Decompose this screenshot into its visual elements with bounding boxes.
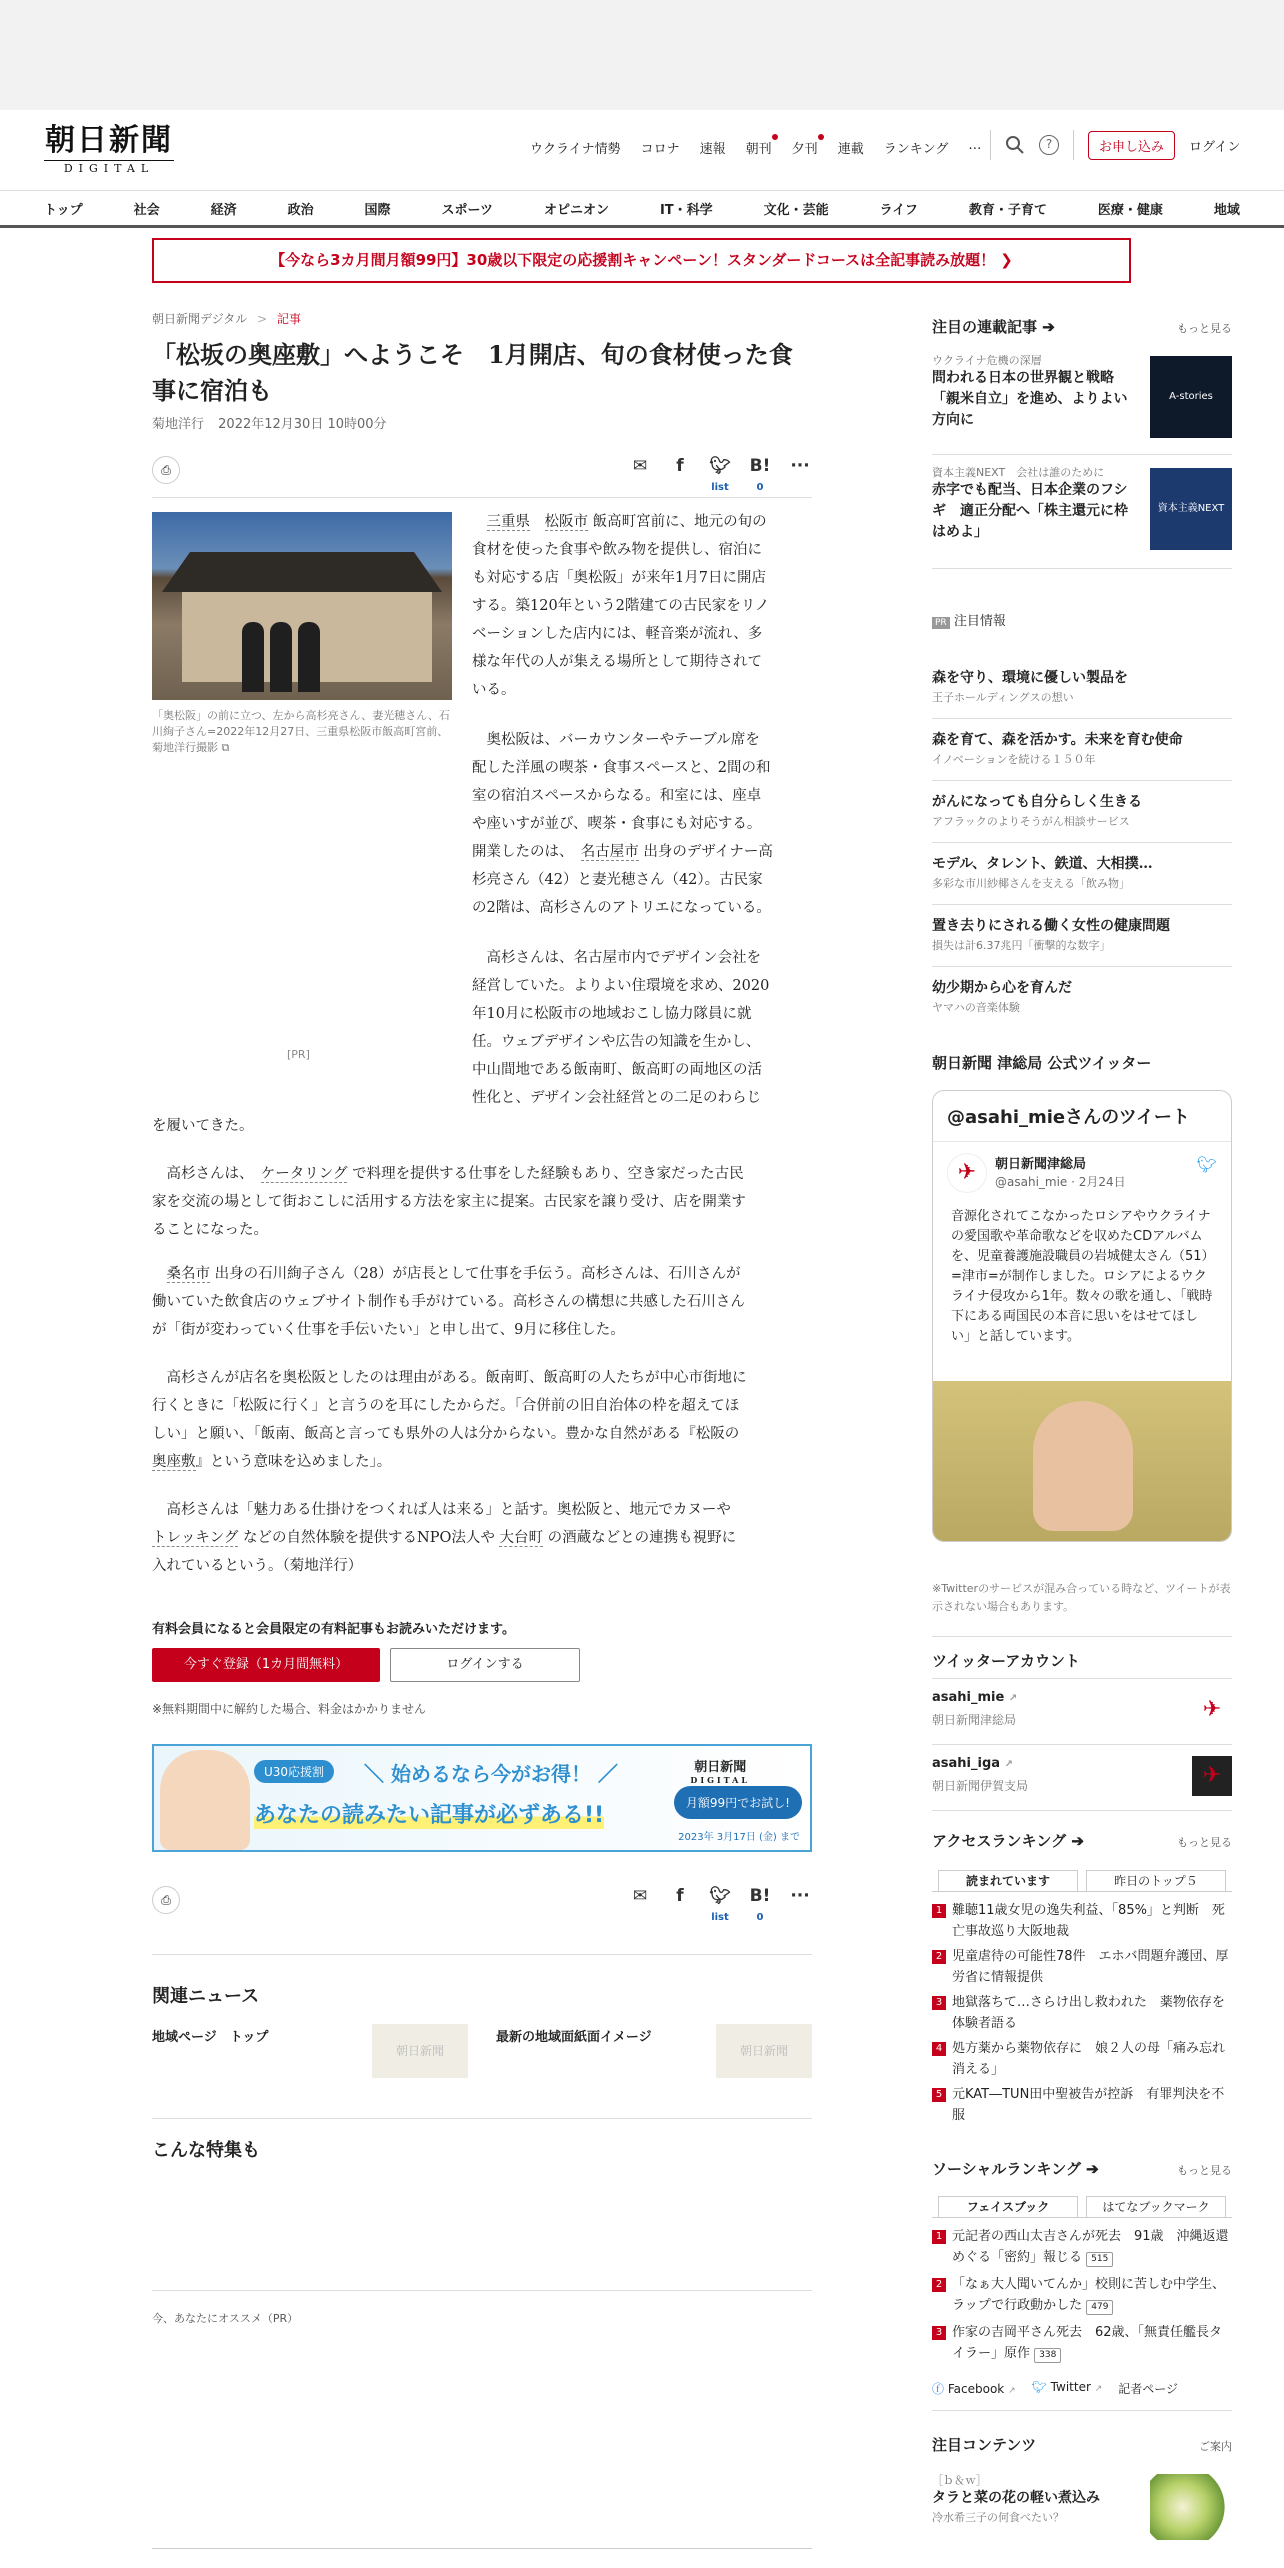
promo-deadline: 2023年 3月17日 (金) まで xyxy=(678,1832,800,1843)
keyword-matsusaka[interactable]: 松阪市 xyxy=(544,514,588,530)
related-thumb[interactable]: 朝日新聞 xyxy=(716,2024,812,2078)
account-item-iga[interactable]: asahi_iga ↗ 朝日新聞伊賀支局 xyxy=(932,1756,1029,1793)
tweet-author[interactable]: 朝日新聞津総局 xyxy=(995,1157,1087,1172)
access-ranking-title[interactable]: アクセスランキング ➔ xyxy=(932,1832,1084,1850)
divider xyxy=(152,2118,812,2119)
hatena-bookmark-icon[interactable]: B! 0 xyxy=(749,1886,771,1923)
twitter-link[interactable]: 🐦︎ Twitter ↗ xyxy=(1031,2380,1103,2394)
share-count: 0 xyxy=(756,482,764,493)
divider xyxy=(1073,130,1074,160)
breadcrumb: 朝日新聞デジタル > 記事 xyxy=(152,312,302,326)
divider xyxy=(152,2290,812,2291)
facebook-icon[interactable]: f xyxy=(676,1886,684,1906)
keyword-okuzashiki[interactable]: 奥座敷 xyxy=(152,1454,196,1470)
promo-model-image xyxy=(160,1750,250,1850)
account-avatar[interactable]: ✈ xyxy=(947,1153,987,1193)
cat-top[interactable]: トップ xyxy=(44,202,83,218)
share-toolbar-bottom xyxy=(152,1882,812,1928)
nav-morning[interactable]: 朝刊 xyxy=(746,138,772,157)
ranking-item[interactable]: 5 元KAT―TUN田中聖被告が控訴 有罪判決を不服 xyxy=(932,2084,1232,2126)
tab-facebook[interactable]: フェイスブック xyxy=(938,2196,1078,2218)
cat-opinion[interactable]: オピニオン xyxy=(543,202,609,218)
related-thumb[interactable]: 朝日新聞 xyxy=(372,2024,468,2078)
contents-guide-link[interactable]: ご案内 xyxy=(1199,2440,1232,2453)
account-avatar[interactable]: ✈ xyxy=(1202,1697,1222,1722)
promo-logo: 朝日新聞 DIGITAL xyxy=(690,1760,750,1785)
twitter-icon[interactable]: 🐦︎ list xyxy=(709,456,731,493)
related-news-title: 関連ニュース xyxy=(152,1986,260,2007)
hatena-bookmark-icon[interactable]: B! 0 xyxy=(749,456,771,493)
campaign-banner[interactable]: 【今なら3カ月間月額99円】30歳以下限定の応援割キャンペーン！スタンダードコースは全記事読み放題！ ❯ xyxy=(152,238,1131,283)
pr-badge: PR xyxy=(932,617,950,629)
more-share-icon[interactable]: ··· xyxy=(790,1886,810,1906)
keyword-odai[interactable]: 大台町 xyxy=(499,1530,543,1546)
crumb-current: 記事 xyxy=(277,312,302,326)
social-links xyxy=(932,2380,1178,2397)
facebook-icon[interactable]: f xyxy=(676,456,684,476)
keyword-catering[interactable]: ケータリング xyxy=(260,1166,348,1182)
more-share-icon[interactable]: ··· xyxy=(790,456,810,476)
accounts-title: ツイッターアカウント xyxy=(932,1652,1081,1670)
site-logo[interactable]: 朝日新聞 DIGITAL xyxy=(45,123,173,175)
search-icon[interactable] xyxy=(1005,135,1025,155)
cat-life[interactable]: ライフ xyxy=(879,202,918,218)
promo-tagline: あなたの読みたい記事が必ずある!! xyxy=(254,1798,604,1829)
social-ranking-item[interactable]: 3 作家の吉岡平さん死去 62歳、「無責任艦長タイラー」原作 338 xyxy=(932,2322,1232,2364)
cat-economy[interactable]: 経済 xyxy=(210,202,237,218)
author[interactable]: 菊地洋行 xyxy=(152,417,205,432)
serial-more-link[interactable]: もっと見る xyxy=(1177,322,1232,335)
cat-region[interactable]: 地域 xyxy=(1213,202,1240,218)
serial-item-1[interactable]: ウクライナ危機の深層 問われる日本の世界観と戦略「親米自立」を進め、よりよい方向に xyxy=(932,354,1128,428)
paragraph-5: 桑名市 出身の石川絢子さん（28）が店長として仕事を手伝う。高杉さんは、石川さんが 働いていた飲食店のウェブサイト制作も手がけている。高杉さんの構想に共感した石川さん が「街が変わっていく仕事を手伝いたい」と申し出て、9月に移住した。 xyxy=(152,1266,745,1338)
tab-most-read[interactable]: 読まれています xyxy=(938,1870,1078,1892)
tweet-photo[interactable] xyxy=(933,1381,1232,1542)
byline xyxy=(152,413,812,432)
paragraph-2: 奥松阪は、バーカウンターやテーブル席を 配した洋風の喫茶・食事スペースと、2間の和 室の宿泊スペースからなる。和室には、座卓 や座いすが並び、喫茶・食事にも対応する。 開業したのは、 名古屋市 出身のデザイナー高 杉亮さん（42）と妻光穂さん（42）。古民家 の2階は、高杉さんのアトリエになっている。 xyxy=(472,732,773,916)
paywall-note: ※無料期間中に解約した場合、料金はかかりません xyxy=(152,1702,427,1716)
keyword-nagoya[interactable]: 名古屋市 xyxy=(580,844,639,860)
nav-ranking[interactable]: ランキング xyxy=(883,142,949,157)
cat-sports[interactable]: スポーツ xyxy=(441,202,494,218)
keyword-kuwana[interactable]: 桑名市 xyxy=(166,1266,210,1282)
more-menu-icon[interactable]: … xyxy=(968,138,982,153)
cat-culture[interactable]: 文化・芸能 xyxy=(763,202,829,218)
article-photo[interactable] xyxy=(152,512,452,700)
recommended-pr-label: 今、あなたにオススメ（PR） xyxy=(152,2312,299,2325)
paragraph-4: 高杉さんは、 ケータリング で料理を提供する仕事をした経験もあり、空き家だった古民 家を交流の場として街おこしに活用する方法を家主に提案。古民家を譲り受け、店を開業す ることになった。 xyxy=(152,1166,746,1238)
nav-serial[interactable]: 連載 xyxy=(837,142,864,157)
content-thumb[interactable] xyxy=(1150,2474,1232,2540)
twitter-notice: ※Twitterのサービスが混み合っている時など、ツイートが表示されない場合もあります。 xyxy=(932,1582,1231,1613)
cat-education[interactable]: 教育・子育て xyxy=(968,202,1047,218)
special-features-title: こんな特集も xyxy=(152,2140,260,2161)
pr-item-1[interactable]: 森を守り、環境に優しい製品を 王子ホールディングスの想い xyxy=(932,670,1128,704)
category-nav xyxy=(0,190,1284,228)
paragraph-3: 高杉さんは、名古屋市内でデザイン会社を 経営していた。よりよい住環境を求め、2020 年10月に松阪市の地域おこし協力隊員に就 任。ウェブデザインや広告の知識を生かし、 中山間地である飯南町、飯高町の両地区の活 性化と、デザイン会社経営との二足のわらじ xyxy=(472,950,770,1106)
share-list-link[interactable]: list xyxy=(711,482,729,493)
external-link-icon: ↗ xyxy=(1004,1759,1013,1770)
share-toolbar xyxy=(152,452,812,498)
account-avatar[interactable]: ✈ xyxy=(1192,1756,1232,1796)
ranking-item[interactable]: 2 児童虐待の可能性78件 エホバ問題弁護団、厚労省に情報提供 xyxy=(932,1946,1232,1988)
tweet-handle[interactable]: @asahi_mie · 2月24日 xyxy=(995,1175,1126,1189)
pr-label: [PR] xyxy=(287,1048,310,1061)
external-link-icon: ↗ xyxy=(1008,1693,1018,1704)
serial-thumb-1[interactable]: A-stories xyxy=(1150,356,1232,438)
paragraph-3-end: を履いてきた。 xyxy=(152,1118,254,1134)
serial-item-2[interactable]: 資本主義NEXT 会社は誰のために 赤字でも配当、日本企業のフシギ 適正分配へ「株主還元に枠はめよ」 xyxy=(932,466,1128,540)
ranking-item[interactable]: 4 処方薬から薬物依存に 娘２人の母「痛み忘れ消える」 xyxy=(932,2038,1232,2080)
divider xyxy=(990,130,991,160)
pr-section-header: PR 注目情報 xyxy=(932,610,1006,629)
top-nav xyxy=(530,138,981,157)
serial-thumb-2[interactable]: 資本主義NEXT xyxy=(1150,468,1232,550)
mail-icon[interactable]: ✉ xyxy=(632,456,648,476)
nav-ukraine[interactable]: ウクライナ情勢 xyxy=(530,142,621,157)
crumb-home[interactable]: 朝日新聞デジタル xyxy=(152,312,248,326)
access-more-link[interactable]: もっと見る xyxy=(1177,1836,1232,1849)
writer-page-link[interactable]: 記者ページ xyxy=(1118,2382,1179,2396)
cat-politics[interactable]: 政治 xyxy=(287,202,314,218)
contents-title: 注目コンテンツ xyxy=(932,2436,1037,2454)
divider xyxy=(152,2548,812,2549)
divider xyxy=(932,454,1232,455)
cat-international[interactable]: 国際 xyxy=(364,202,391,218)
tweet-text: 音源化されてこなかったロシアやウクライナの愛国歌や革命歌などを収めたCDアルバムを、児童養護施設職員の岩城健太さん（51）=津市=が制作しました。ロシアによるウクライナ侵攻から1年。数々の歌を通し、「戦時下にある両国民の本音に思いをはせてほしい」と話しています。 xyxy=(951,1209,1215,1344)
keyword-mie[interactable]: 三重県 xyxy=(486,514,530,530)
print-icon[interactable]: ⎙ xyxy=(152,1886,180,1914)
tweet-embed-title: @asahi_mieさんのツイート xyxy=(933,1091,1231,1142)
nav-corona[interactable]: コロナ xyxy=(640,142,680,157)
promo-trial-button[interactable]: 月額99円でお試し! xyxy=(674,1786,802,1819)
social-ranking-item[interactable]: 2 「なぁ大人聞いてんか」校則に苦しむ中学生、ラップで行政動かした 479 xyxy=(932,2274,1232,2316)
publish-date: 2022年12月30日 10時00分 xyxy=(218,417,387,432)
cat-society[interactable]: 社会 xyxy=(133,202,160,218)
twitter-section-title: 朝日新聞 津総局 公式ツイッター xyxy=(932,1054,1152,1072)
mail-icon[interactable]: ✉ xyxy=(632,1886,648,1906)
tweet-embed[interactable] xyxy=(932,1090,1232,1542)
register-button[interactable]: 今すぐ登録（1カ月間無料） xyxy=(152,1648,380,1682)
article xyxy=(152,310,812,2325)
related-item-region-top[interactable]: 地域ページ トップ xyxy=(152,2030,269,2045)
nav-breaking[interactable]: 速報 xyxy=(699,142,726,157)
pr-item-3[interactable]: がんになっても自分らしく生きる アフラックのよりそうがん相談サービス xyxy=(932,794,1142,828)
serial-title[interactable]: 注目の連載記事 ➔ xyxy=(932,318,1055,336)
cat-it-science[interactable]: IT・科学 xyxy=(659,202,713,218)
cat-health[interactable]: 医療・健康 xyxy=(1097,202,1163,218)
paragraph-6: 高杉さんが店名を奥松阪としたのは理由がある。飯南町、飯高町の人たちが中心市街地に 行くときに「松阪に行く」と言うのを耳にしたからだ。「合併前の旧自治体の枠を超えてほ しい」と願い、「飯南、飯高と言っても県外の人は分からない。豊かな自然がある『松阪の 奥座敷』という意味を込めました」。 xyxy=(152,1370,747,1470)
enlarge-photo-icon[interactable]: ⧉ xyxy=(221,741,230,754)
social-ranking-title[interactable]: ソーシャルランキング ➔ xyxy=(932,2160,1099,2178)
site-header xyxy=(0,110,1284,190)
ranking-item[interactable]: 3 地獄落ちて…さらけ出し救われた 薬物依存を体験者語る xyxy=(932,1992,1232,2034)
u30-promo-banner[interactable] xyxy=(152,1744,812,1852)
social-more-link[interactable]: もっと見る xyxy=(1177,2164,1232,2177)
promo-headline: ＼ 始めるなら今がお得！ ／ xyxy=(364,1762,618,1786)
twitter-bird-icon[interactable]: 🐦︎ xyxy=(1196,1155,1217,1174)
tab-yesterday-top5[interactable]: 昨日のトップ５ xyxy=(1086,1870,1226,1892)
facebook-link[interactable]: ⓕ Facebook ↗ xyxy=(932,2382,1016,2396)
paywall-message: 有料会員になると会員限定の有料記事もお読みいただけます。 xyxy=(152,1622,515,1637)
paywall-login-button[interactable]: ログインする xyxy=(390,1648,580,1682)
photo-caption: 「奥松阪」の前に立つ、左から高杉亮さん、妻光穂さん、石川絢子さん=2022年12月27日、三重県松阪市飯高町宮前、菊地洋行撮影 ⧉ xyxy=(152,709,450,754)
pr-item-6[interactable]: 幼少期から心を育んだ ヤマハの音楽体験 xyxy=(932,980,1072,1014)
pr-item-5[interactable]: 置き去りにされる働く女性の健康問題 損失は計6.37兆円「衝撃的な数字」 xyxy=(932,918,1170,952)
social-ranking-item[interactable]: 1 元記者の西山太吉さんが死去 91歳 沖縄返還めぐる「密約」報じる 515 xyxy=(932,2226,1232,2268)
help-icon[interactable]: ? xyxy=(1039,135,1059,155)
related-item-paper-image[interactable]: 最新の地域面紙面イメージ xyxy=(496,2030,652,2045)
tab-hatena[interactable]: はてなブックマーク xyxy=(1086,2196,1226,2218)
account-item-mie[interactable]: asahi_mie ↗ 朝日新聞津総局 xyxy=(932,1690,1018,1727)
divider xyxy=(932,568,1232,569)
apply-button[interactable]: お申し込み xyxy=(1088,131,1175,160)
promo-badge: U30応援割 xyxy=(254,1760,334,1783)
nav-evening[interactable]: 夕刊 xyxy=(792,138,818,157)
pr-item-4[interactable]: モデル、タレント、鉄道、大相撲… 多彩な市川紗椰さんを支える「飲み物」 xyxy=(932,856,1153,890)
top-ad-slot xyxy=(0,0,1284,110)
pr-item-2[interactable]: 森を育て、森を活かす。未来を育む使命 イノベーションを続ける１５０年 xyxy=(932,732,1183,766)
ranking-item[interactable]: 1 難聴11歳女児の逸失利益、「85%」と判断 死亡事故巡り大阪地裁 xyxy=(932,1900,1232,1942)
content-item-1[interactable]: ［ｂ＆ｗ］ タラと菜の花の軽い煮込み 冷水希三子の何食べたい？ xyxy=(932,2474,1100,2524)
paragraph-7: 高杉さんは「魅力ある仕掛けをつくれば人は来る」と話す。奥松阪と、地元でカヌーや トレッキング などの自然体験を提供するNPO法人や 大台町 の酒蔵などとの連携も視野に 入れているという。（菊地洋行） xyxy=(152,1502,737,1574)
share-count: 0 xyxy=(756,1912,764,1923)
print-icon[interactable]: ⎙ xyxy=(152,456,180,484)
article-title: 「松坂の奥座敷」へようこそ 1月開店、旬の食材使った食事に宿泊も xyxy=(152,340,793,405)
share-list-link[interactable]: list xyxy=(711,1912,729,1923)
divider xyxy=(152,1954,812,1955)
login-link[interactable]: ログイン xyxy=(1189,139,1241,155)
twitter-icon[interactable]: 🐦︎ list xyxy=(709,1886,731,1923)
keyword-trekking[interactable]: トレッキング xyxy=(152,1530,239,1546)
paragraph-1: 三重県 松阪市 飯高町宮前に、地元の旬の 食材を使った食事や飲み物を提供し、宿泊に も対応する店「奥松阪」が来年1月7日に開店 する。築120年という2階建ての古民家をリノ ベーションした店内には、軽音楽が流れ、多 様な年代の人が集える場所として期待されて いる。 xyxy=(472,514,770,698)
